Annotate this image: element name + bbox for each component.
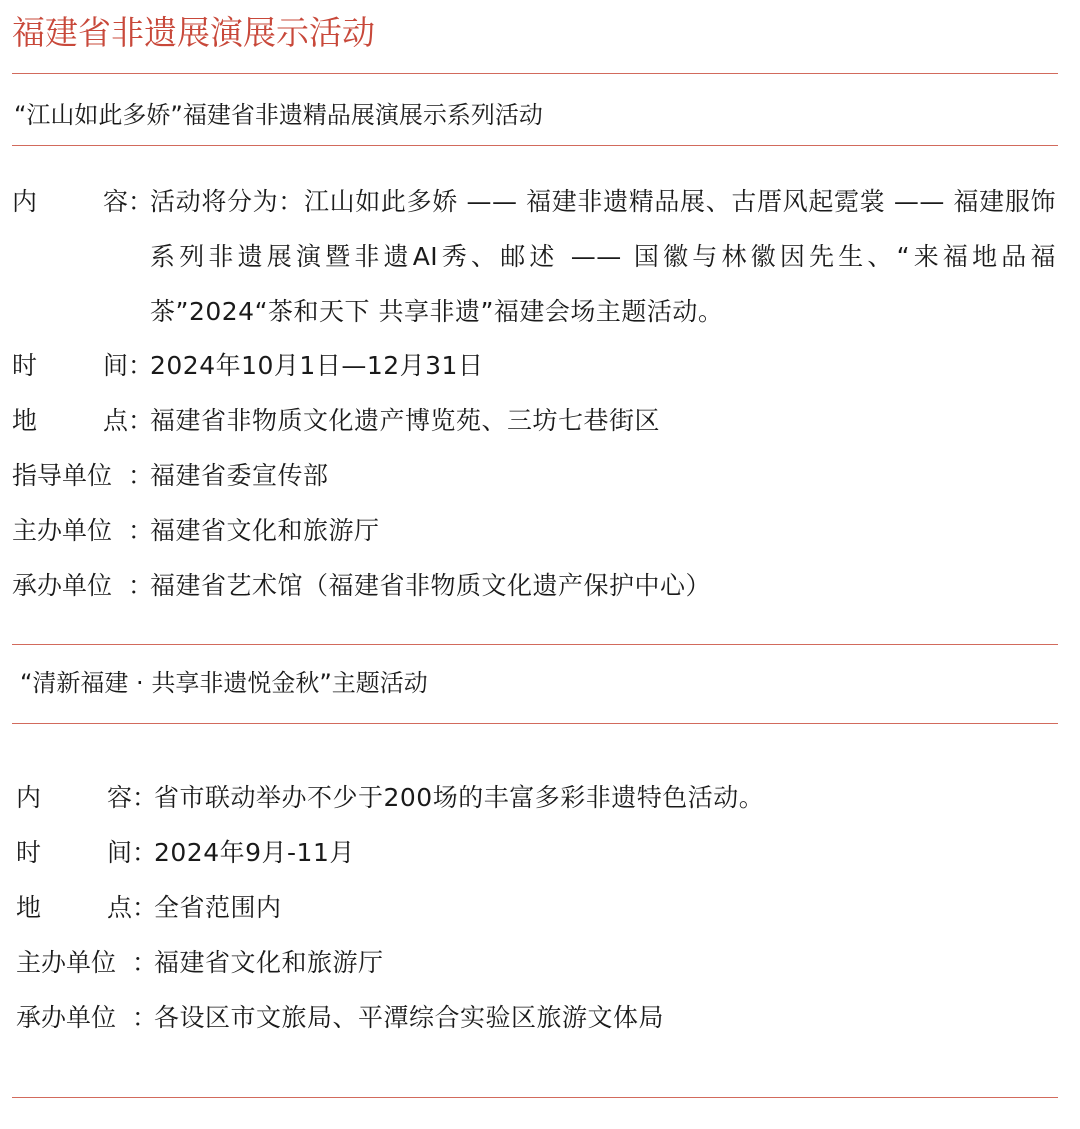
detail-row-time [16,825,1056,880]
row-label: 指导单位 ： [12,461,154,490]
divider [12,644,1058,645]
section-heading-2: “清新福建 · 共享非遗悦金秋”主题活动 [20,669,428,697]
row-value: 福建省文化和旅游厅 [154,948,384,977]
detail-row-organizer [16,990,1056,1045]
row-value: 福建省艺术馆（福建省非物质文化遗产保护中心） [150,571,712,600]
row-label: 主办单位 ： [16,948,158,977]
detail-row-organizer [12,558,1056,613]
divider [12,73,1058,74]
row-label: 时 间 ： [16,838,158,867]
row-value: 福建省委宣传部 [150,461,329,490]
detail-row-content [16,770,1056,825]
row-label: 内 容 ： [12,187,154,216]
detail-row-time [12,338,1056,393]
row-label: 地 点 ： [12,406,154,435]
detail-row-host [12,503,1056,558]
row-value: 福建省非物质文化遗产博览苑、三坊七巷街区 [150,406,661,435]
row-label: 时 间 ： [12,351,154,380]
detail-row-location [12,393,1056,448]
row-value: 2024年10月1日—12月31日 [150,351,484,380]
row-value: 活动将分为：江山如此多娇 —— 福建非遗精品展、古厝风起霓裳 —— 福建服饰系列非遗展演暨非遗AI秀、邮述 —— 国徽与林徽因先生、“来福地品福茶”2024“茶和天下 共享非遗”福建会场主题活动。 [150,187,1056,326]
divider [12,723,1058,724]
page-title: 福建省非遗展演展示活动 [12,13,375,52]
detail-row-guidance [12,448,1056,503]
row-value: 各设区市文旅局、平潭综合实验区旅游文体局 [154,1003,665,1032]
detail-row-location [16,880,1056,935]
row-label: 地 点 ： [16,893,158,922]
row-label: 主办单位 ： [12,516,154,545]
divider [12,1097,1058,1098]
row-value: 福建省文化和旅游厅 [150,516,380,545]
detail-row-host [16,935,1056,990]
section-heading-1: “江山如此多娇”福建省非遗精品展演展示系列活动 [14,101,543,129]
row-label: 承办单位 ： [12,571,154,600]
row-value: 全省范围内 [154,893,282,922]
row-value: 2024年9月-11月 [154,838,355,867]
row-value: 省市联动举办不少于200场的丰富多彩非遗特色活动。 [154,783,765,812]
detail-row-content [12,174,1056,339]
divider [12,145,1058,146]
row-label: 承办单位 ： [16,1003,158,1032]
row-label: 内 容 ： [16,783,158,812]
